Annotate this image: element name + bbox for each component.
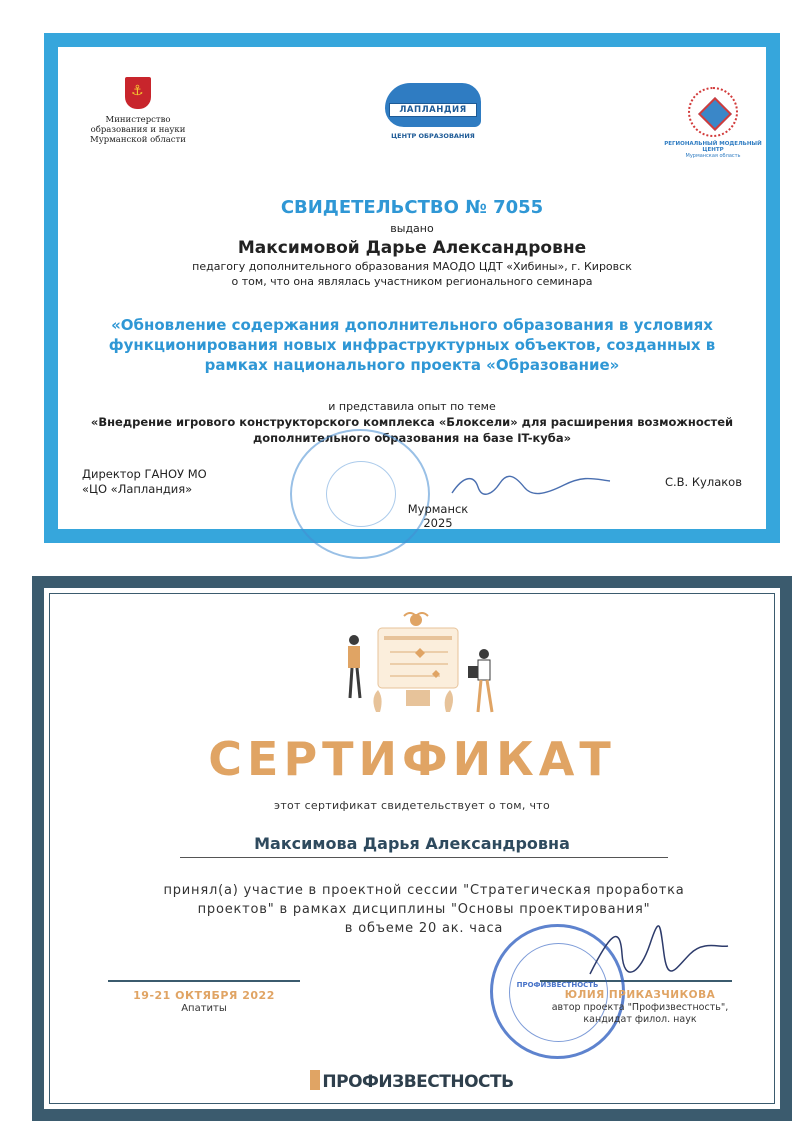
issue-city: Мурманск xyxy=(407,502,469,516)
certificate-subtitle: этот сертификат свидетельствует о том, что xyxy=(273,799,551,812)
laplandia-name: ЛАПЛАНДИЯ xyxy=(389,103,477,117)
recipient-position: педагогу дополнительного образования МАОДО ЦДТ «Хибины», г. Кировск xyxy=(192,260,632,273)
seminar-theme: «Обновление содержания дополнительного образования в условиях функционирования новых инфраструктурных объектов, созданных в рамках национального проекта «Образование» xyxy=(108,316,716,374)
certificate-sertifikat-frame xyxy=(44,588,780,1109)
experience-label: и представила опыт по теме xyxy=(328,400,496,413)
event-city: Апатиты xyxy=(181,1003,227,1014)
director-line-2: «ЦО «Лапландия» xyxy=(82,482,193,496)
certificate-title: СВИДЕТЕЛЬСТВО № 7055 xyxy=(280,197,544,218)
brand-logo xyxy=(50,1070,774,1092)
event-date: 19-21 ОКТЯБРЯ 2022 xyxy=(133,989,275,1002)
brand-name: ПРОФИЗВЕСТНОСТЬ xyxy=(322,1072,514,1092)
seal-stamp xyxy=(290,429,430,559)
ministry-logo xyxy=(88,77,188,145)
brand-mark-icon xyxy=(310,1070,320,1090)
body-line-2: проектов" в рамках дисциплины "Основы проектирования" xyxy=(197,902,651,917)
issued-label: выдано xyxy=(390,222,434,235)
author-role-line-2: кандидат филол. наук xyxy=(583,1014,697,1025)
body-line-3: в объеме 20 ак. часа xyxy=(344,921,504,936)
stamp-label: ПРОФИЗВЕСТНОСТЬ xyxy=(516,981,599,989)
team-illustration xyxy=(320,612,520,727)
director-signature xyxy=(444,465,614,505)
participant-statement: о том, что она являлась участником регионального семинара xyxy=(231,275,593,288)
regional-center-logo xyxy=(658,87,768,159)
certificate-title: СЕРТИФИКАТ xyxy=(208,732,616,786)
laplandia-subtitle: ЦЕНТР ОБРАЗОВАНИЯ xyxy=(391,132,475,140)
experience-topic: «Внедрение игрового конструкторского комплекса «Блоксели» для расширения возможностей дополнительного образования на базе IT-куба» xyxy=(90,415,734,445)
author-signature xyxy=(580,924,730,984)
regional-center-icon xyxy=(688,87,738,137)
laplandia-logo xyxy=(378,83,488,140)
date-divider xyxy=(108,980,300,982)
regional-center-region: Мурманская область xyxy=(685,153,741,159)
author-role-line-1: автор проекта "Профизвестность", xyxy=(551,1002,729,1013)
issue-year: 2025 xyxy=(423,516,453,530)
laplandia-map-icon xyxy=(385,83,481,127)
issue-place xyxy=(398,502,478,530)
ministry-name: Министерство образования и науки Мурманской области xyxy=(90,115,186,145)
coat-of-arms-icon xyxy=(125,77,151,109)
regional-center-name: РЕГИОНАЛЬНЫЙ МОДЕЛЬНЫЙ ЦЕНТР xyxy=(664,141,762,153)
director-title xyxy=(82,467,207,497)
certificate-svidetelstvo xyxy=(44,33,780,543)
certificate-svidetelstvo-body xyxy=(58,47,766,529)
author-role xyxy=(510,1002,770,1026)
director-line-1: Директор ГАНОУ МО xyxy=(82,467,207,481)
certificate-sertifikat xyxy=(32,576,792,1121)
recipient-name: Максимовой Дарье Александровне xyxy=(237,238,587,258)
recipient-name: Максимова Дарья Александровна xyxy=(254,834,570,853)
author-name: ЮЛИЯ ПРИКАЗЧИКОВА xyxy=(564,989,716,1001)
certificate-sertifikat-body xyxy=(49,593,775,1104)
name-underline xyxy=(180,857,668,858)
signer-name: С.В. Кулаков xyxy=(664,475,742,489)
body-line-1: принял(а) участие в проектной сессии "Стратегическая проработка xyxy=(163,883,685,898)
